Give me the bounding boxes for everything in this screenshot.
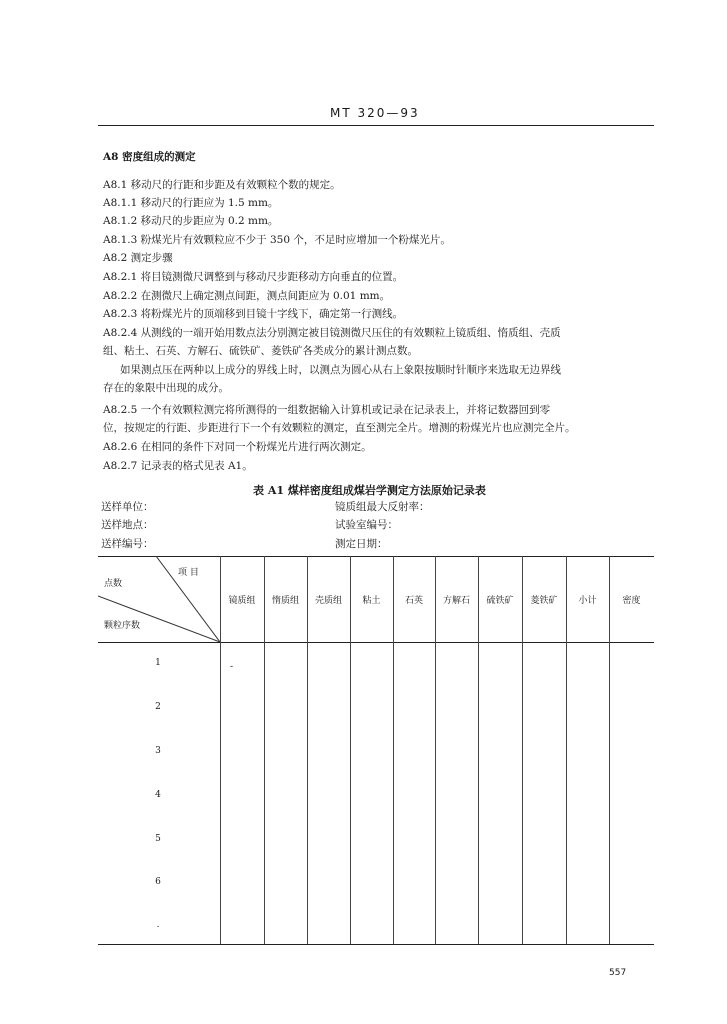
column-header: 密度 <box>622 595 641 606</box>
column-header: 石英 <box>404 595 423 606</box>
record-table <box>98 556 654 944</box>
row-number: 1 <box>155 658 161 668</box>
text-line: A8.1 移动尺的行距和步距及有效颗粒个数的规定。 <box>103 179 341 191</box>
meta-sample-place: 送样地点： <box>101 519 154 531</box>
text-line: A8.2.2 在测微尺上确定测点间距，测点间距应为 0.01 mm。 <box>103 290 391 302</box>
row-number: 2 <box>155 702 161 712</box>
meta-sample-unit: 送样单位： <box>101 501 154 513</box>
text-line: A8.1.1 移动尺的行距应为 1.5 mm。 <box>103 197 279 209</box>
table-caption: 表 A1 煤样密度组成煤岩学测定方法原始记录表 <box>253 484 486 497</box>
text-line: 位，按规定的行距、步距进行下一个有效颗粒的测定，直至测完全片。增测的粉煤光片也应测完全片。 <box>103 422 576 434</box>
diag-label-particle: 颗粒序数 <box>104 621 141 631</box>
meta-sample-no: 送样编号： <box>101 538 154 550</box>
row-number: 3 <box>155 746 161 756</box>
table-bottom-rule <box>98 944 654 945</box>
column-header: 小计 <box>578 595 597 606</box>
diag-label-item: 项 目 <box>178 568 199 578</box>
column-header: 菱铁矿 <box>530 595 558 606</box>
text-line: 组、粘土、石英、方解石、硫铁矿、菱铁矿各类成分的累计测点数。 <box>103 345 418 357</box>
column-header: 镜质组 <box>228 595 256 606</box>
column-header: 壳质组 <box>314 595 342 606</box>
text-line: A8.2 测定步骤 <box>103 252 173 264</box>
row-number: 5 <box>155 834 161 844</box>
text-line: A8.2.3 将粉煤光片的顶端移到目镜十字线下，确定第一行测线。 <box>103 308 404 320</box>
row-number: 4 <box>155 790 161 800</box>
text-line: A8.2.1 将目镜测微尺调整到与移动尺步距移动方向垂直的位置。 <box>103 271 404 283</box>
text-line: A8.1.2 移动尺的步距应为 0.2 mm。 <box>103 215 279 227</box>
diag-label-points: 点数 <box>104 579 123 589</box>
row-number: 6 <box>155 877 161 887</box>
section-heading-a8: A8 密度组成的测定 <box>103 151 196 163</box>
column-header: 硫铁矿 <box>486 595 514 606</box>
text-line: A8.2.6 在相同的条件下对同一个粉煤光片进行两次测定。 <box>103 441 372 453</box>
text-line: A8.2.4 从测线的一端开始用数点法分别测定被目镜测微尺压住的有效颗粒上镜质组、惰质组、壳质 <box>103 327 561 339</box>
header-rule <box>98 125 654 126</box>
column-header: 惰质组 <box>271 595 299 606</box>
text-line: A8.2.7 记录表的格式见表 A1。 <box>103 460 253 472</box>
page-number: 557 <box>609 968 627 978</box>
text-line: A8.2.5 一个有效颗粒测完将所测得的一组数据输入计算机或记录在记录表上，并将记数器回到零 <box>103 404 551 416</box>
text-line: 存在的象限中出现的成分。 <box>103 382 229 394</box>
row-number: . <box>156 920 160 930</box>
cell-mark: - <box>230 662 234 672</box>
text-line: 如果测点压在两种以上成分的界线上时，以测点为圆心从右上象限按顺时针顺序来选取无边界线 <box>120 364 561 376</box>
meta-test-date: 测定日期： <box>335 538 388 550</box>
meta-max-reflectance: 镜质组最大反射率： <box>335 501 430 513</box>
meta-lab-no: 试验室编号： <box>335 519 398 531</box>
text-line: A8.1.3 粉煤光片有效颗粒应不少于 350 个，不足时应增加一个粉煤光片。 <box>103 234 451 246</box>
column-header: 粘土 <box>362 595 381 606</box>
column-header: 方解石 <box>442 595 470 606</box>
standard-code-header: MT 320—93 <box>330 106 420 120</box>
